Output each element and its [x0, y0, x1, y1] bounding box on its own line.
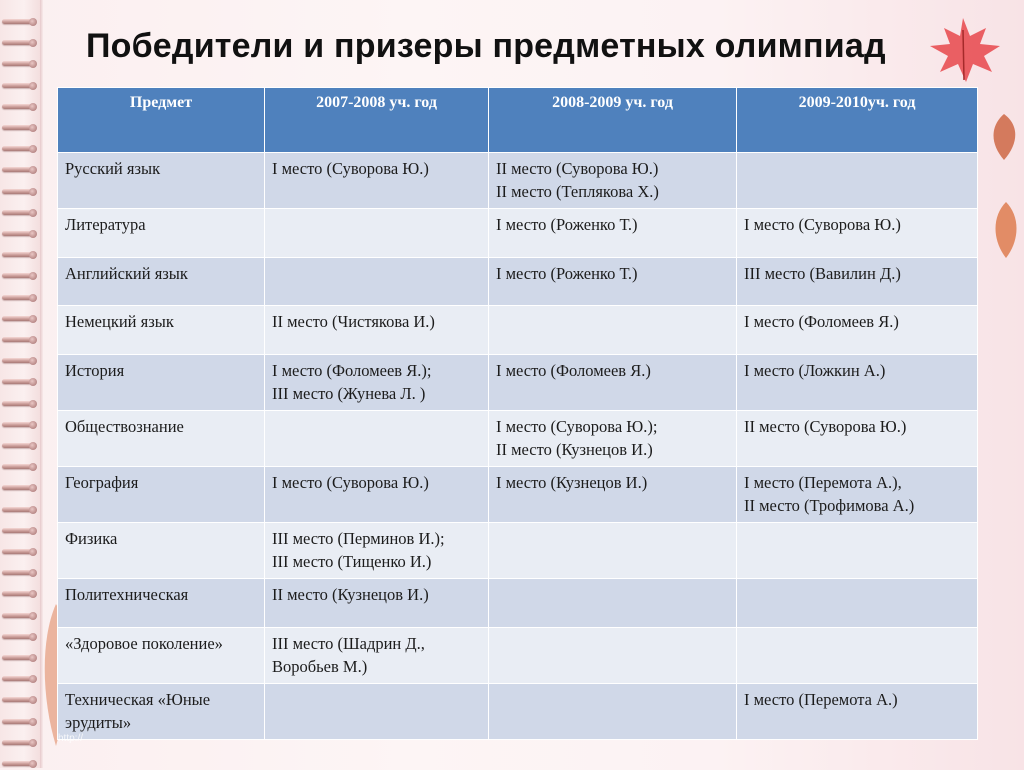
cell-y2009	[737, 355, 978, 411]
spiral-ring	[2, 567, 38, 579]
spiral-ring	[2, 270, 38, 282]
cell-subject	[58, 628, 265, 684]
cell-subject	[58, 258, 265, 306]
cell-y2007	[265, 355, 489, 411]
header-subject: Предмет	[58, 88, 265, 153]
result-line: I место (Фоломеев Я.)	[744, 312, 899, 331]
spiral-ring	[2, 673, 38, 685]
cell-y2008	[489, 411, 737, 467]
result-line: II место (Чистякова И.)	[272, 312, 435, 331]
spiral-ring	[2, 249, 38, 261]
spiral-ring	[2, 737, 38, 749]
cell-y2007	[265, 523, 489, 579]
table-row	[58, 684, 978, 740]
spiral-ring	[2, 80, 38, 92]
subject-label: Английский язык	[65, 264, 188, 283]
table-row	[58, 258, 978, 306]
result-line: III место (Тищенко И.)	[272, 551, 432, 571]
result-line: III место (Шадрин Д.,	[272, 634, 425, 653]
spiral-ring	[2, 37, 38, 49]
header-2009-2010: 2009-2010уч. год	[737, 88, 978, 153]
subject-label: Обществознание	[65, 417, 184, 436]
table-row	[58, 355, 978, 411]
table-row	[58, 153, 978, 209]
result-line: II место (Суворова Ю.)	[744, 417, 907, 436]
leaf-right-1-icon	[984, 112, 1024, 162]
spiral-ring	[2, 588, 38, 600]
cell-y2007	[265, 579, 489, 628]
cell-y2009	[737, 523, 978, 579]
result-line: II место (Трофимова А.)	[744, 495, 915, 515]
result-line: I место (Роженко Т.)	[496, 264, 638, 283]
spiral-ring	[2, 716, 38, 728]
spiral-ring	[2, 143, 38, 155]
cell-y2007	[265, 411, 489, 467]
spiral-ring	[2, 758, 38, 770]
subject-label: История	[65, 361, 125, 380]
result-line: II место (Кузнецов И.)	[496, 439, 653, 459]
cell-y2009	[737, 628, 978, 684]
result-line: I место (Суворова Ю.)	[272, 473, 429, 492]
subject-label: Русский язык	[65, 159, 161, 178]
subject-label: Техническая «Юные эрудиты»	[65, 690, 211, 732]
subject-label: Физика	[65, 529, 118, 548]
subject-label: «Здоровое поколение»	[65, 634, 223, 653]
spiral-ring	[2, 122, 38, 134]
result-line: I место (Роженко Т.)	[496, 215, 638, 234]
cell-y2007	[265, 467, 489, 523]
table-row	[58, 209, 978, 258]
cell-y2009	[737, 579, 978, 628]
cell-subject	[58, 306, 265, 355]
spiral-ring	[2, 101, 38, 113]
slide-title: Победители и призеры предметных олимпиад	[86, 27, 886, 65]
cell-y2008	[489, 628, 737, 684]
spiral-ring	[2, 228, 38, 240]
cell-y2009	[737, 306, 978, 355]
spiral-ring	[2, 461, 38, 473]
result-line: I место (Суворова Ю.);	[496, 417, 658, 436]
spiral-ring	[2, 525, 38, 537]
subject-label: География	[65, 473, 139, 492]
subject-label: Политехническая	[65, 585, 189, 604]
cell-y2009	[737, 153, 978, 209]
spiral-ring	[2, 186, 38, 198]
cell-subject	[58, 579, 265, 628]
result-line: I место (Суворова Ю.)	[744, 215, 901, 234]
cell-y2009	[737, 209, 978, 258]
cell-y2008	[489, 579, 737, 628]
subject-label: Литература	[65, 215, 146, 234]
cell-y2008	[489, 523, 737, 579]
spiral-ring	[2, 164, 38, 176]
result-line: II место (Кузнецов И.)	[272, 585, 429, 604]
spiral-ring	[2, 546, 38, 558]
cell-y2009	[737, 411, 978, 467]
cell-subject	[58, 209, 265, 258]
cell-y2007	[265, 209, 489, 258]
cell-y2007	[265, 628, 489, 684]
spiral-ring	[2, 652, 38, 664]
result-line: I место (Кузнецов И.)	[496, 473, 648, 492]
spiral-ring	[2, 398, 38, 410]
cell-y2009	[737, 684, 978, 740]
cell-subject	[58, 523, 265, 579]
cell-subject	[58, 411, 265, 467]
result-line: I место (Фоломеев Я.)	[496, 361, 651, 380]
result-line: I место (Суворова Ю.)	[272, 159, 429, 178]
subject-label: Немецкий язык	[65, 312, 174, 331]
olympiad-table	[57, 87, 978, 740]
table-row	[58, 306, 978, 355]
cell-y2008	[489, 209, 737, 258]
spiral-ring	[2, 334, 38, 346]
result-line: III место (Перминов И.);	[272, 529, 445, 548]
table-row	[58, 523, 978, 579]
notebook-spiral	[0, 0, 40, 768]
cell-subject	[58, 355, 265, 411]
spiral-ring	[2, 694, 38, 706]
result-line: III место (Вавилин Д.)	[744, 264, 901, 283]
cell-y2007	[265, 153, 489, 209]
cell-y2008	[489, 467, 737, 523]
result-line: II место (Суворова Ю.)	[496, 159, 659, 178]
header-2007-2008: 2007-2008 уч. год	[265, 88, 489, 153]
result-line: III место (Жунева Л. )	[272, 383, 426, 403]
cell-subject	[58, 467, 265, 523]
spiral-ring	[2, 376, 38, 388]
cell-y2008	[489, 153, 737, 209]
cell-y2007	[265, 306, 489, 355]
cell-y2007	[265, 684, 489, 740]
spiral-ring	[2, 16, 38, 28]
spiral-ring	[2, 482, 38, 494]
leaf-right-2-icon	[988, 200, 1024, 260]
spiral-ring	[2, 355, 38, 367]
table-row	[58, 579, 978, 628]
result-line: II место (Теплякова Х.)	[496, 181, 659, 201]
cell-subject	[58, 684, 265, 740]
cell-y2009	[737, 467, 978, 523]
cell-y2008	[489, 306, 737, 355]
cell-y2007	[265, 258, 489, 306]
cell-y2009	[737, 258, 978, 306]
result-line: I место (Перемота А.),	[744, 473, 902, 492]
table-row	[58, 467, 978, 523]
spiral-ring	[2, 207, 38, 219]
table-header-row	[58, 88, 978, 153]
cell-subject	[58, 153, 265, 209]
table-row	[58, 411, 978, 467]
header-2008-2009: 2008-2009 уч. год	[489, 88, 737, 153]
result-line: I место (Перемота А.)	[744, 690, 898, 709]
result-line: Воробьев М.)	[272, 656, 368, 676]
cell-y2008	[489, 684, 737, 740]
cell-y2008	[489, 355, 737, 411]
spiral-ring	[2, 440, 38, 452]
spiral-ring	[2, 610, 38, 622]
spiral-ring	[2, 292, 38, 304]
watermark-text: http://	[58, 733, 84, 744]
spiral-ring	[2, 504, 38, 516]
result-line: I место (Фоломеев Я.);	[272, 361, 432, 380]
spiral-ring	[2, 631, 38, 643]
spiral-ring	[2, 419, 38, 431]
result-line: I место (Ложкин А.)	[744, 361, 886, 380]
spiral-ring	[2, 58, 38, 70]
cell-y2008	[489, 258, 737, 306]
spiral-ring	[2, 313, 38, 325]
table-row	[58, 628, 978, 684]
